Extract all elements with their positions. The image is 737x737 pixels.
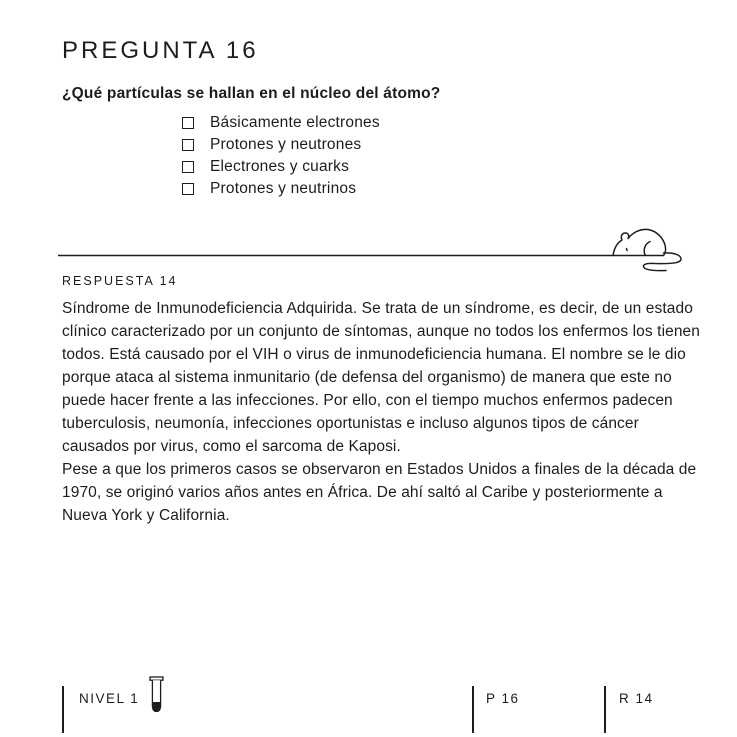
section-divider — [0, 220, 737, 278]
option-checkbox[interactable] — [182, 183, 194, 195]
test-tube-icon — [148, 676, 166, 716]
answer-text — [62, 297, 700, 527]
answer-paragraph: Pese a que los primeros casos se observaron en Estados Unidos a finales de la década de 1970, se originó varios años antes en África. De ahí saltó al Caribe y posteriormente a Nueva York y California. — [62, 461, 697, 524]
option-row — [182, 134, 380, 156]
footer-page-ref: P 16 — [486, 691, 520, 706]
option-row — [182, 178, 380, 200]
page-title: PREGUNTA 16 — [62, 37, 259, 64]
question-text: ¿Qué partículas se hallan en el núcleo del átomo? — [62, 85, 441, 102]
footer-divider — [604, 686, 606, 733]
answer-paragraph: Síndrome de Inmunodeficiencia Adquirida. Se trata de un síndrome, es decir, de un estado clínico caracterizado por un conjunto de síntomas, aunque no todos los enfermos los tienen todos. Está causado por el VIH o virus de inmunodeficiencia humana. El nombre se le dio porque ataca al sistema inmunitario (de defensa del organismo) de manera que este no puede hacer frente a las infecciones. Por ello, con el tiempo muchos enfermos padecen tuberculosis, neumonía, infecciones oportunistas e incluso algunos tipos de cáncer causados por virus, como el sarcoma de Kaposi. — [62, 300, 700, 455]
mouse-icon — [613, 229, 681, 270]
options-list — [182, 112, 380, 200]
footer-level-label: NIVEL 1 — [79, 691, 140, 706]
option-checkbox[interactable] — [182, 161, 194, 173]
option-checkbox[interactable] — [182, 117, 194, 129]
option-label: Electrones y cuarks — [210, 158, 350, 175]
answer-section-label: RESPUESTA 14 — [62, 274, 178, 288]
footer-divider — [62, 686, 64, 733]
option-row — [182, 156, 380, 178]
option-checkbox[interactable] — [182, 139, 194, 151]
option-label: Protones y neutrones — [210, 136, 362, 153]
footer-divider — [472, 686, 474, 733]
option-label: Protones y neutrinos — [210, 180, 357, 197]
footer-answer-ref: R 14 — [619, 691, 654, 706]
option-label: Básicamente electrones — [210, 114, 380, 131]
option-row — [182, 112, 380, 134]
